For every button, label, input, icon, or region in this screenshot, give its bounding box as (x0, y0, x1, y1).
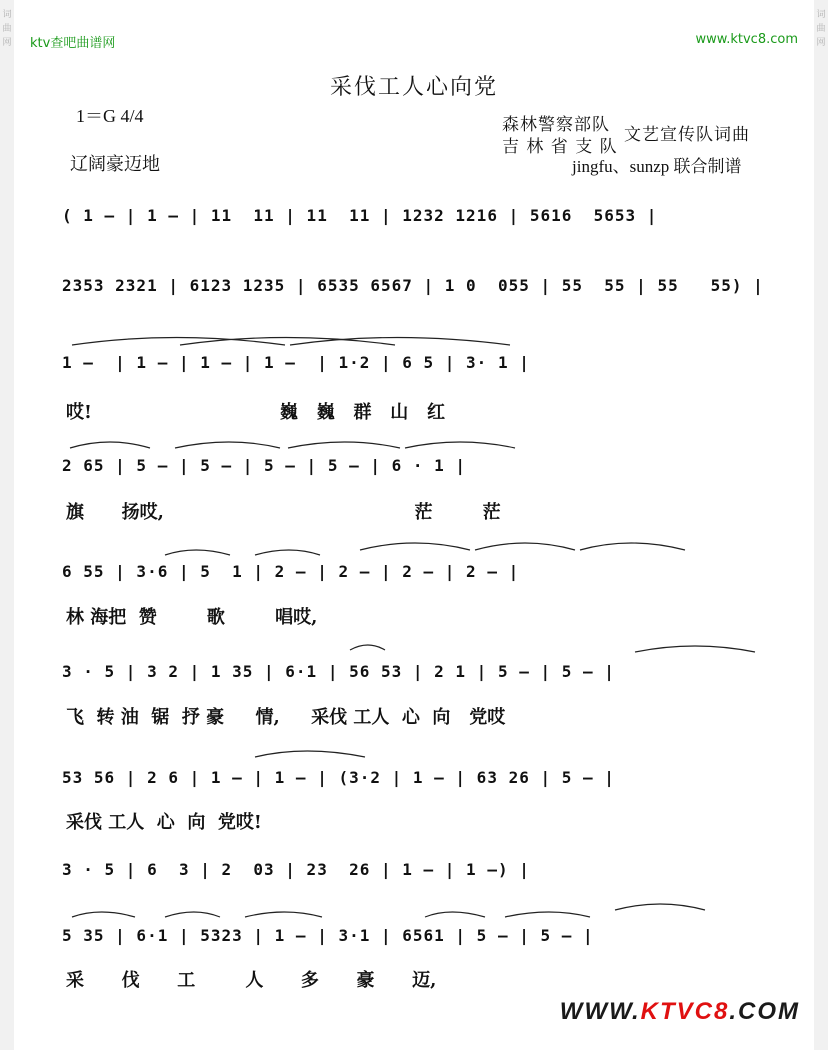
lyric-line-4: 旗 扬哎, 茫 茫 (66, 502, 501, 523)
lyric-line-3: 哎! 巍 巍 群 山 红 (66, 402, 446, 423)
slur-arc (165, 550, 230, 555)
key-signature: 1＝G 4/4 (76, 106, 144, 126)
song-title: 采伐工人心向党 (329, 75, 498, 100)
credit-unit-1: 森林警察部队 (502, 115, 610, 135)
slur-arc (70, 442, 150, 448)
slur-arc (175, 442, 280, 448)
side-watermark-text: 词 曲 网 (2, 10, 12, 48)
slur-arc (245, 912, 322, 917)
lyric-line-5: 林 海把 赞 歌 唱哎, (66, 607, 318, 628)
credit-unit-2: 吉 林 省 支 队 (502, 137, 618, 157)
logo-part-ktvc8: KTVC8 (640, 998, 730, 1025)
staff-line-6: 3 · 5 | 3 2 | 1 35 | 6·1 | 56 53 | 2 1 | 5 — | 5 — | (62, 662, 615, 681)
slur-arc (635, 646, 755, 652)
site-url-right: www.ktvc8.com (695, 32, 798, 47)
site-name-left: ktv查吧曲谱网 (30, 36, 116, 51)
slur-arc (580, 543, 685, 550)
slur-arc (405, 442, 515, 448)
staff-line-1: ( 1 — | 1 — | 11 11 | 11 11 | 1232 1216 | 5616 5653 | (62, 206, 658, 225)
arranger-credit: jingfu、sunzp 联合制谱 (572, 157, 742, 176)
slur-arc (350, 645, 385, 650)
credit-role: 文艺宣传队词曲 (624, 125, 750, 145)
staff-line-3: 1 — | 1 — | 1 — | 1 — | 1·2 | 6 5 | 3· 1 | (62, 353, 530, 372)
slur-arc (615, 904, 705, 910)
lyric-line-7: 采伐 工人 心 向 党哎! (66, 812, 262, 833)
slur-arc (360, 543, 470, 550)
slur-arc (425, 912, 485, 917)
slur-arc (505, 912, 590, 917)
slur-arc (288, 442, 400, 448)
slur-arc (165, 912, 220, 917)
tempo-marking: 辽阔豪迈地 (70, 154, 160, 175)
staff-line-8: 3 · 5 | 6 3 | 2 03 | 23 26 | 1 — | 1 —) | (62, 860, 530, 879)
side-watermark-text: 词 曲 网 (816, 10, 826, 48)
lyric-line-6: 飞 转 油 锯 抒 豪 情, 采伐 工人 心 向 党哎 (66, 707, 506, 728)
staff-line-4: 2 65 | 5 — | 5 — | 5 — | 5 — | 6 · 1 | (62, 456, 467, 475)
staff-line-5: 6 55 | 3·6 | 5 1 | 2 — | 2 — | 2 — | 2 — | (62, 562, 520, 581)
logo-part-com: .COM (729, 998, 800, 1025)
staff-line-2: 2353 2321 | 6123 1235 | 6535 6567 | 1 0 055 | 55 55 | 55 55) | (62, 276, 764, 295)
staff-line-9: 5 35 | 6·1 | 5323 | 1 — | 3·1 | 6561 | 5 — | 5 — | (62, 926, 594, 945)
staff-line-7: 53 56 | 2 6 | 1 — | 1 — | (3·2 | 1 — | 63 26 | 5 — | (62, 768, 615, 787)
site-logo (560, 998, 800, 1026)
logo-part-www: WWW. (559, 998, 641, 1025)
lyric-line-9: 采 伐 工 人 多 豪 迈, (66, 970, 437, 991)
slur-arc (255, 550, 320, 555)
slur-arc (475, 543, 575, 550)
slur-arc (255, 751, 365, 757)
slur-arc (72, 912, 135, 917)
